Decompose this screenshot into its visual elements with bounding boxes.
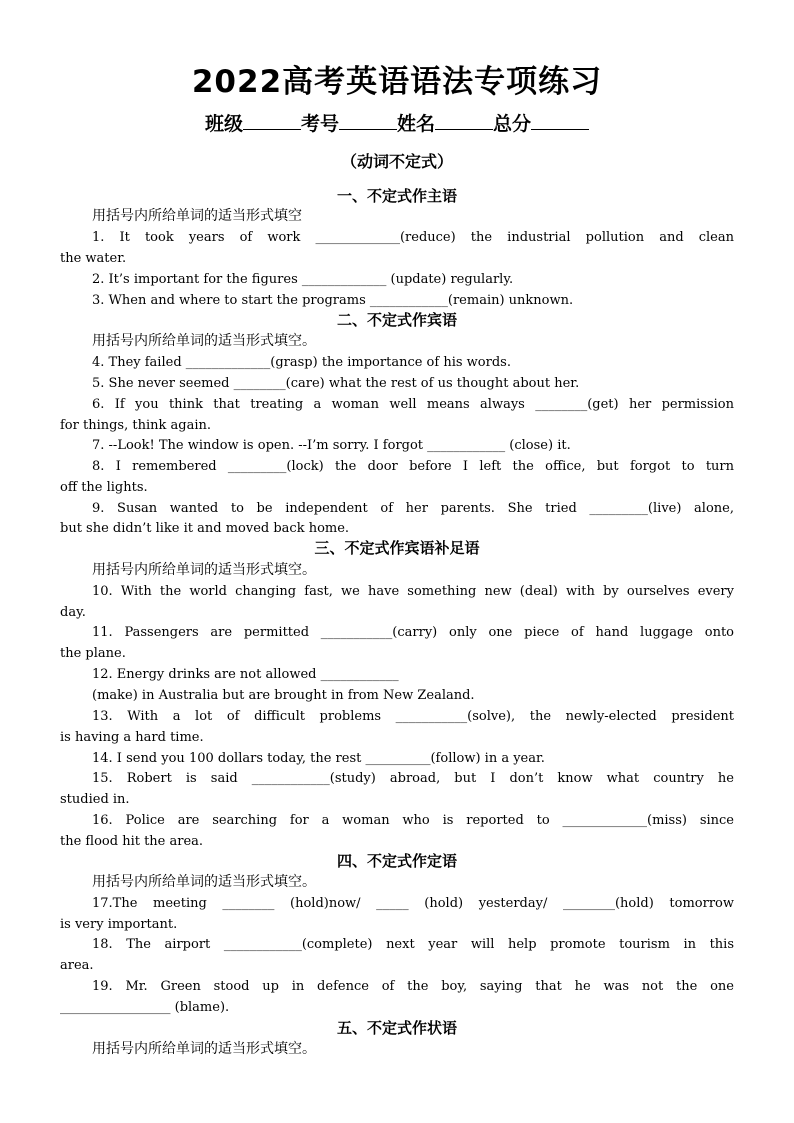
section-heading: 三、不定式作宾语补足语 [314, 539, 480, 557]
question-line: 14. I send you 100 dollars today, the rest __________(follow) in a year. [92, 751, 545, 766]
section-heading: 一、不定式作主语 [336, 187, 457, 205]
exam-no-label: 考号 [300, 113, 339, 135]
score-label: 总分 [493, 113, 532, 135]
exam-no-blank[interactable] [339, 111, 397, 130]
question-line: the water. [60, 251, 127, 266]
question-line: the flood hit the area. [60, 834, 204, 849]
question-line: 13. With a lot of difficult problems ___________(solve), the newly-elected president [92, 709, 734, 724]
question-line: is very important. [60, 917, 178, 932]
question-line: 12. Energy drinks are not allowed ____________ [92, 667, 399, 682]
class-label: 班级 [204, 113, 243, 135]
class-blank[interactable] [243, 111, 301, 130]
question-line: 15. Robert is said ____________(study) abroad, but I don’t know what country he [92, 771, 734, 786]
question-line: 16. Police are searching for a woman who is reported to _____________(miss) since [92, 813, 734, 828]
section-instruction: 用括号内所给单词的适当形式填空。 [92, 333, 316, 349]
question-line: area. [60, 958, 94, 973]
section-heading: 四、不定式作定语 [336, 852, 457, 870]
question-line: studied in. [60, 792, 130, 807]
question-line: 2. It’s important for the figures _____________ (update) regularly. [92, 272, 514, 287]
question-line: 5. She never seemed ________(care) what the rest of us thought about her. [92, 376, 580, 391]
question-line: the plane. [60, 646, 126, 661]
section-instruction: 用括号内所给单词的适当形式填空。 [92, 874, 316, 890]
question-line: _________________ (blame). [60, 1000, 230, 1015]
page-title: 2022高考英语语法专项练习 [191, 64, 603, 100]
question-line: 10. With the world changing fast, we have something new (deal) with by ourselves every [92, 584, 734, 599]
question-line: 7. --Look! The window is open. --I’m sorry. I forgot ____________ (close) it. [92, 438, 571, 453]
question-line: 11. Passengers are permitted ___________(carry) only one piece of hand luggage onto [92, 625, 734, 640]
question-line: 4. They failed _____________(grasp) the importance of his words. [92, 355, 511, 370]
question-line: 8. I remembered _________(lock) the door before I left the office, but forgot to turn [92, 459, 734, 474]
question-line: 19. Mr. Green stood up in defence of the boy, saying that he was not the one [92, 979, 734, 994]
question-line: for things, think again. [60, 418, 211, 433]
question-line: 17.The meeting ________ (hold)now/ _____ (hold) yesterday/ ________(hold) tomorrow [92, 896, 734, 911]
question-line: is having a hard time. [60, 730, 204, 745]
subtitle: （动词不定式） [340, 152, 453, 171]
question-line: but she didn’t like it and moved back home. [60, 521, 350, 536]
score-blank[interactable] [531, 111, 589, 130]
question-line: 18. The airport ____________(complete) next year will help promote tourism in this [92, 937, 734, 952]
question-line: 9. Susan wanted to be independent of her parents. She tried _________(live) alone, [92, 501, 734, 516]
name-label: 姓名 [397, 113, 436, 135]
section-heading: 五、不定式作状语 [336, 1019, 457, 1037]
question-line: 6. If you think that treating a woman well means always ________(get) her permission [92, 397, 734, 412]
question-line: off the lights. [60, 480, 148, 495]
section-instruction: 用括号内所给单词的适当形式填空。 [92, 562, 316, 578]
question-line: day. [60, 605, 86, 620]
question-line: 1. It took years of work _____________(reduce) the industrial pollution and clean [92, 230, 734, 245]
question-line: 3. When and where to start the programs ____________(remain) unknown. [92, 293, 574, 308]
section-heading: 二、不定式作宾语 [336, 311, 457, 329]
name-blank[interactable] [435, 111, 493, 130]
question-line: (make) in Australia but are brought in from New Zealand. [92, 688, 475, 703]
section-instruction: 用括号内所给单词的适当形式填空 [92, 208, 302, 224]
section-instruction: 用括号内所给单词的适当形式填空。 [92, 1041, 316, 1057]
student-info-row [0, 110, 794, 138]
